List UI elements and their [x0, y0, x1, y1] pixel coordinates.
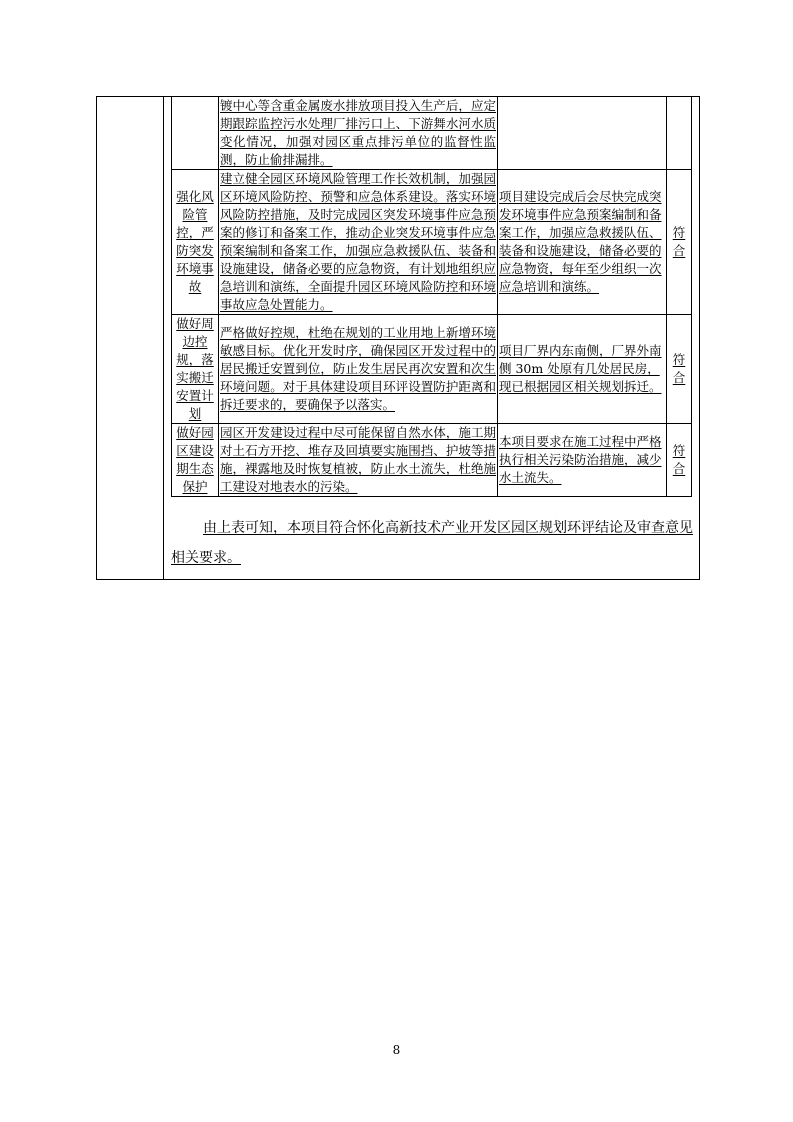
measure-cell — [172, 97, 219, 170]
project-cell — [498, 424, 667, 497]
outer-column-divider — [163, 97, 164, 579]
result-cell — [667, 424, 692, 497]
requirement-cell — [219, 97, 498, 170]
measure-cell — [172, 315, 219, 424]
project-cell — [498, 97, 667, 170]
requirement-text: 严格做好控规，杜绝在规划的工业用地上新增环境敏感目标。优化开发时序，确保园区开发过程中的居民搬迁安置到位，防止发生居民再次安置和次生环境问题。对于具体建设项目环评设置防护距离和拆迁要求的，要确保予以落实。 — [220, 325, 496, 412]
result-text: 符合 — [672, 225, 686, 258]
project-cell — [498, 315, 667, 424]
table-row — [172, 315, 692, 424]
requirement-cell — [219, 315, 498, 424]
result-text: 符合 — [672, 443, 686, 476]
requirement-cell — [219, 170, 498, 315]
measure-text: 强化风险管控，严防突发环境事故 — [176, 189, 214, 294]
result-text: 符合 — [672, 352, 686, 385]
measure-text: 做好园区建设期生态保护 — [176, 425, 214, 494]
result-cell — [667, 315, 692, 424]
conclusion-paragraph — [171, 513, 696, 573]
requirement-text: 建立健全园区环境风险管理工作长效机制，加强园区环境风险防控、预警和应急体系建设。落实环境风险防控措施，及时完成园区突发环境事件应急预案的修订和备案工作，推动企业突发环境事件应急预案编制和备案工作，加强应急救援队伍、装备和设施建设，储备必要的应急物资，有计划地组织应急培训和演练，全面提升园区环境风险防控和环境事故应急处置能力。 — [220, 171, 496, 312]
page-number: 8 — [392, 1043, 401, 1057]
project-cell — [498, 170, 667, 315]
result-cell — [667, 97, 692, 170]
requirement-text: 园区开发建设过程中尽可能保留自然水体，施工期对土石方开挖、堆存及回填要实施围挡、护坡等措施，裸露地及时恢复植被，防止水土流失，杜绝施工建设对地表水的污染。 — [220, 425, 496, 494]
conclusion-text: 由上表可知，本项目符合怀化高新技术产业开发区园区规划环评结论及审查意见相关要求。 — [171, 520, 693, 566]
measure-cell — [172, 424, 219, 497]
project-text: 本项目要求在施工过程中严格执行相关污染防治措施，减少水土流失。 — [499, 434, 662, 485]
project-text: 项目建设完成后会尽快完成突发环境事件应急预案编制和备案工作，加强应急救援队伍、装备和设施建设，储备必要的应急物资，每年至少组织一次应急培训和演练。 — [499, 189, 662, 294]
table-row — [172, 424, 692, 497]
table-row — [172, 170, 692, 315]
compliance-table — [171, 96, 692, 497]
result-cell — [667, 170, 692, 315]
requirement-cell — [219, 424, 498, 497]
measure-cell — [172, 170, 219, 315]
table-row — [172, 97, 692, 170]
requirement-text: 镀中心等含重金属废水排放项目投入生产后，应定期跟踪监控污水处理厂排污口上、下游舞水河水质变化情况，加强对园区重点排污单位的监督性监测，防止偷排漏排。 — [220, 98, 496, 167]
measure-text: 做好周边控规，落实搬迁安置计划 — [176, 316, 214, 421]
project-text: 项目厂界内东南侧，厂界外南侧 30m 处原有几处居民房，现已根据园区相关规划拆迁。 — [499, 343, 662, 394]
